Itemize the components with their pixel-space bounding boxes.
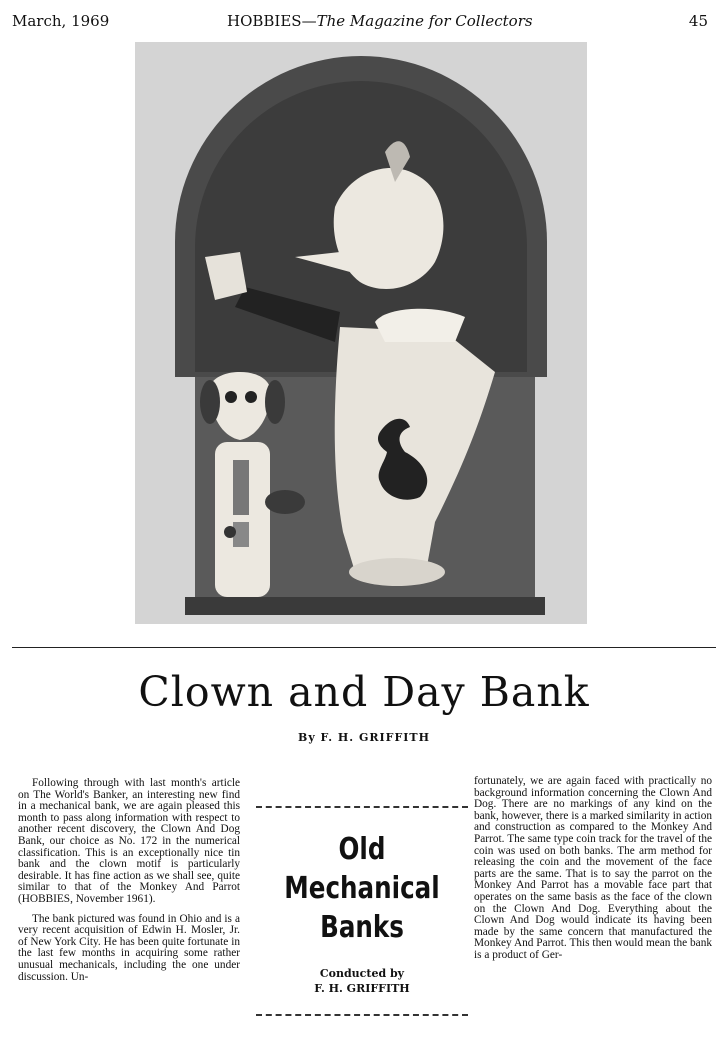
page-number: 45 <box>688 12 708 30</box>
paragraph: fortunately, we are again faced with practically no background information concerning the Clown And Dog. There are no markings of any kind on the bank, however, there is a marked similarity in action and construction as compared to the Monkey And Parrot. The same type coin track for the travel of the coin was used on both banks. The arm method for releasing the coin and the movement of the face parts are the same. That is to say the parrot on the Monkey And Parrot has a movable face part that operates on the same basis as the face of the clown on the Clown And Dog. Everything about the Clown And Dog would indicate its having been made by the same concern that manufactured the Monkey And Parrot. This then would mean the bank is a product of Ger- <box>474 775 712 961</box>
article-column-left <box>18 778 240 991</box>
paragraph: The bank pictured was found in Ohio and is a very recent acquisition of Edwin H. Mosler, Jr. of New York City. He has been quite fortunate in the last few months in acquiring some rather unusual mechanicals, including the one under discussion. Un- <box>18 912 240 983</box>
article-column-right <box>474 776 712 970</box>
column-credit <box>256 966 468 996</box>
magazine-prefix: HOBBIES— <box>227 12 317 30</box>
column-author: F. H. GRIFFITH <box>314 982 410 995</box>
article-title: Clown and Day Bank <box>138 668 590 716</box>
mechanical-bank-photo <box>135 42 587 624</box>
column-title-line: Old <box>338 832 386 867</box>
clown-dog-bank-illustration <box>135 42 587 624</box>
column-title-line: Mechanical <box>284 871 440 906</box>
article-byline: By F. H. GRIFFITH <box>298 731 430 744</box>
issue-date: March, 1969 <box>12 12 110 30</box>
conducted-by-label: Conducted by <box>319 967 405 980</box>
running-header <box>12 12 708 32</box>
dashed-rule-top <box>256 806 468 808</box>
dashed-rule-bottom <box>256 1014 468 1016</box>
magazine-tagline: The Magazine for Collectors <box>316 12 533 30</box>
column-feature-title <box>275 830 449 947</box>
section-divider <box>12 647 716 648</box>
paragraph: Following through with last month's article on The World's Banker, an interesting new find in a mechanical bank, we are again pleased this month to pass along information with respect to another recent discovery, the Clown And Dog Bank, our choice as No. 172 in the numerical classification. This is an exceptionally nice tin bank and the clown motif is particularly desirable. It has fine action as we shall see, quite similar to that of the Monkey And Parrot (HOBBIES, November 1961). <box>18 777 240 905</box>
column-feature-box <box>256 806 468 1016</box>
magazine-name <box>227 12 533 30</box>
column-title-line: Banks <box>320 910 404 945</box>
